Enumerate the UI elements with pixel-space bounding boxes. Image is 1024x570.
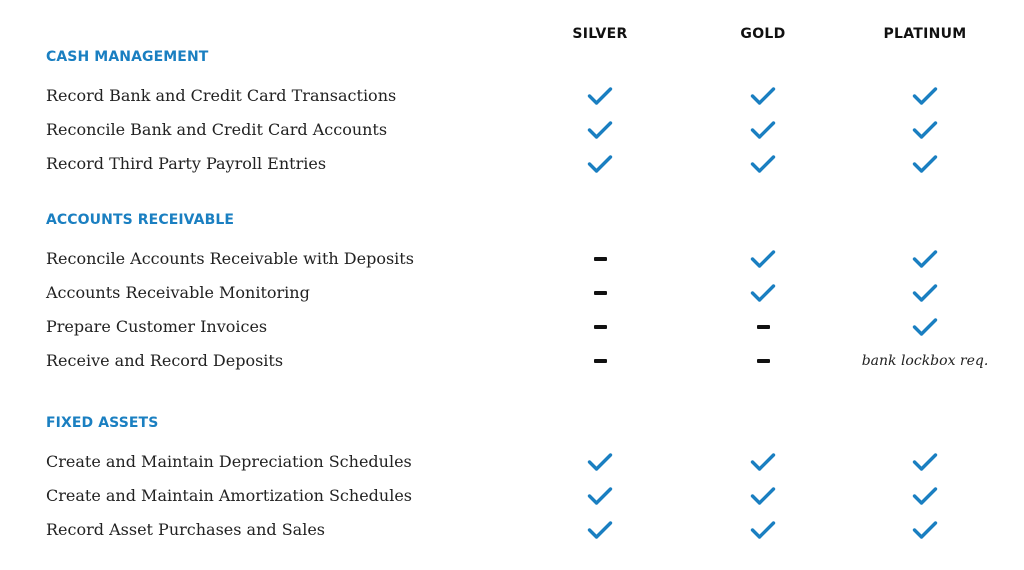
check-icon: [587, 154, 613, 174]
cell-platinum: [855, 113, 995, 147]
feature-row: [0, 344, 1024, 378]
dash-icon: [594, 359, 607, 363]
cell-platinum: [855, 276, 995, 310]
cell-gold: [693, 513, 833, 547]
section-title: FIXED ASSETS: [46, 415, 159, 431]
feature-label: Reconcile Bank and Credit Card Accounts: [46, 120, 388, 139]
check-icon: [750, 249, 776, 269]
note-text: bank lockbox req.: [861, 353, 989, 369]
cell-gold: [693, 147, 833, 181]
check-icon: [912, 86, 938, 106]
check-icon: [750, 283, 776, 303]
cell-platinum: [855, 310, 995, 344]
check-icon: [750, 154, 776, 174]
cell-platinum: [855, 242, 995, 276]
dash-icon: [594, 291, 607, 295]
cell-silver: [530, 79, 670, 113]
check-icon: [750, 86, 776, 106]
tier-header-gold: GOLD: [740, 26, 786, 42]
cell-gold: [693, 276, 833, 310]
cell-silver: [530, 242, 670, 276]
check-icon: [912, 520, 938, 540]
cell-gold: [693, 479, 833, 513]
cell-gold: [693, 113, 833, 147]
feature-row: [0, 147, 1024, 181]
check-icon: [587, 520, 613, 540]
cell-platinum: [855, 147, 995, 181]
feature-label: Create and Maintain Amortization Schedules: [46, 486, 413, 505]
check-icon: [750, 520, 776, 540]
cell-silver: [530, 113, 670, 147]
check-icon: [587, 86, 613, 106]
check-icon: [587, 120, 613, 140]
cell-gold: [693, 79, 833, 113]
cell-silver: [530, 479, 670, 513]
cell-gold: [693, 242, 833, 276]
feature-label: Record Third Party Payroll Entries: [46, 154, 327, 173]
check-icon: [912, 154, 938, 174]
feature-label: Accounts Receivable Monitoring: [46, 283, 310, 302]
cell-gold: [693, 445, 833, 479]
cell-platinum: [855, 344, 995, 378]
check-icon: [587, 486, 613, 506]
check-icon: [587, 452, 613, 472]
check-icon: [750, 120, 776, 140]
dash-icon: [594, 325, 607, 329]
feature-label: Create and Maintain Depreciation Schedules: [46, 452, 412, 471]
cell-platinum: [855, 479, 995, 513]
feature-label: Prepare Customer Invoices: [46, 317, 268, 336]
check-icon: [750, 452, 776, 472]
check-icon: [912, 120, 938, 140]
check-icon: [912, 283, 938, 303]
feature-row: [0, 242, 1024, 276]
tier-header-silver: SILVER: [572, 26, 628, 42]
cell-silver: [530, 513, 670, 547]
feature-row: [0, 276, 1024, 310]
check-icon: [750, 486, 776, 506]
feature-row: [0, 445, 1024, 479]
cell-platinum: [855, 445, 995, 479]
cell-silver: [530, 445, 670, 479]
cell-silver: [530, 147, 670, 181]
feature-label: Record Asset Purchases and Sales: [46, 520, 326, 539]
dash-icon: [757, 325, 770, 329]
cell-silver: [530, 344, 670, 378]
cell-gold: [693, 344, 833, 378]
section-title: ACCOUNTS RECEIVABLE: [46, 212, 235, 228]
tier-header-platinum: PLATINUM: [883, 26, 967, 42]
feature-row: [0, 513, 1024, 547]
check-icon: [912, 452, 938, 472]
feature-row: [0, 310, 1024, 344]
feature-row: [0, 479, 1024, 513]
dash-icon: [757, 359, 770, 363]
section-title: CASH MANAGEMENT: [46, 49, 209, 65]
feature-label: Record Bank and Credit Card Transactions: [46, 86, 397, 105]
feature-row: [0, 113, 1024, 147]
dash-icon: [594, 257, 607, 261]
cell-gold: [693, 310, 833, 344]
cell-platinum: [855, 513, 995, 547]
check-icon: [912, 486, 938, 506]
cell-silver: [530, 310, 670, 344]
feature-label: Receive and Record Deposits: [46, 351, 284, 370]
feature-label: Reconcile Accounts Receivable with Deposits: [46, 249, 414, 268]
cell-platinum: [855, 79, 995, 113]
feature-row: [0, 79, 1024, 113]
check-icon: [912, 249, 938, 269]
check-icon: [912, 317, 938, 337]
cell-silver: [530, 276, 670, 310]
